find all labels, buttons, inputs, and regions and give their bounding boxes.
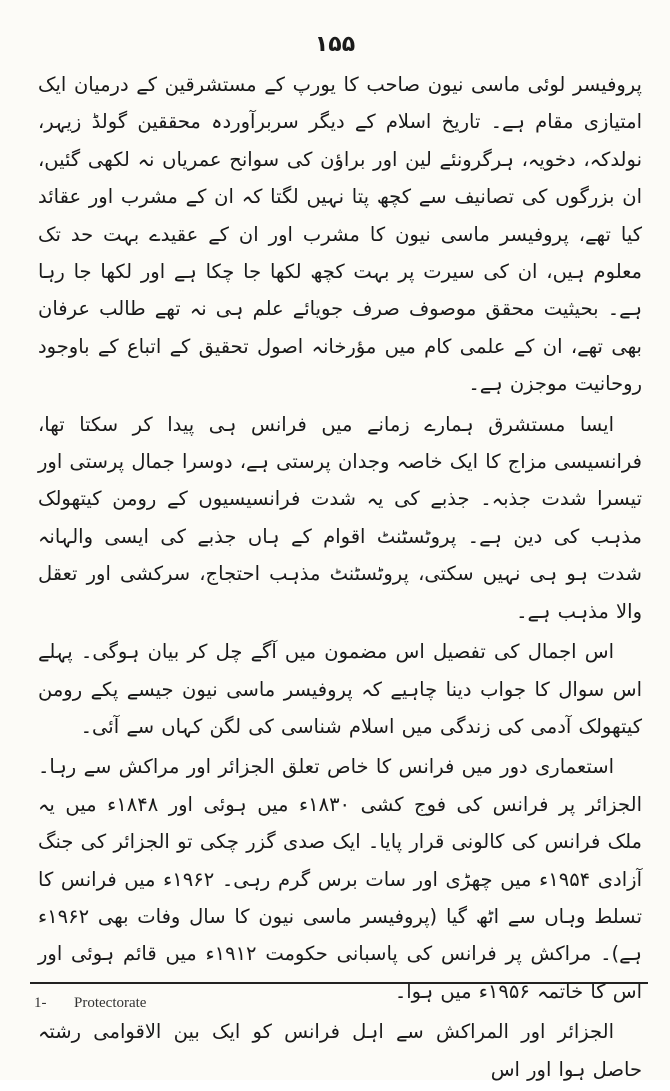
footnote xyxy=(34,993,146,1013)
paragraph-massignon-intro: پروفیسر لوئی ماسی نیون صاحب کا یورپ کے مستشرقین کے درمیان ایک امتیازی مقام ہے۔ تاریخ اسلام کے دیگر سربرآوردہ محققین گولڈ زیہر، نولدکہ، دخویہ، ہرگرونئے لین اور براؤن کی سوانح عمریاں نہ لکھی گئیں، ان بزرگوں کی تصانیف سے کچھ پتا نہیں لگتا کہ ان کے مشرب اور عقائد کیا تھے، پروفیسر ماسی نیون کا مشرب اور ان کے عقیدے بہت حد تک معلوم ہیں، ان کی سیرت پر بہت کچھ لکھا جا چکا ہے اور لکھا جا رہا ہے۔ بحیثیت محقق موصوف صرف جویائے علم ہی نہ تھے طالب عرفان بھی تھے، ان کے علمی کام میں مؤرخانہ اصول تحقیق کے اتباع کے باوجود روحانیت موجزن ہے۔ xyxy=(38,73,642,396)
paragraph-question: اس اجمال کی تفصیل اس مضمون میں آگے چل کر بیان ہوگی۔ پہلے اس سوال کا جواب دینا چاہیے کہ پروفیسر ماسی نیون جیسے پکے رومن کیتھولک آدمی کی زندگی میں اسلام شناسی کی لگن کہاں سے آئی۔ xyxy=(38,640,642,738)
page-body xyxy=(38,66,642,1091)
footnote-text: Protectorate xyxy=(74,995,147,1011)
page-number: ۱۵۵ xyxy=(314,32,356,57)
paragraph-colonial-era: استعماری دور میں فرانس کا خاص تعلق الجزائر اور مراکش سے رہا۔ الجزائر پر فرانس کی فوج کشی ۱۸۳۰ء میں ہوئی اور ۱۸۴۸ء میں یہ ملک فرانس کی کالونی قرار پایا۔ ایک صدی گزر چکی تو الجزائر کی جنگ آزادی ۱۹۵۴ء میں چھڑی اور سات برس گرم رہی۔ ۱۹۶۲ء میں فرانس کا تسلط وہاں سے اٹھ گیا (پروفیسر ماسی نیون کا سال وفات بھی ۱۹۶۲ء ہے)۔ مراکش پر فرانس کی پاسبانی حکومت ۱۹۱۲ء میں قائم ہوئی اور اس کا خاتمہ ۱۹۵۶ء میں ہوا۔ xyxy=(38,755,642,1003)
paragraph-french-orientalist: ایسا مستشرق ہمارے زمانے میں فرانس ہی پیدا کر سکتا تھا، فرانسیسی مزاج کا ایک خاصہ وجدان پرستی ہے، دوسرا جمال پرستی اور تیسرا شدت جذبہ۔ جذبے کی یہ شدت فرانسیسیوں کے رومن کیتھولک مذہب کی دین ہے۔ پروٹسٹنٹ اقوام کے ہاں جذبے کی ایسی والہانہ شدت ہو ہی نہیں سکتی، پروٹسٹنٹ مذہب احتجاج، سرکشی اور تعقل والا مذہب ہے۔ xyxy=(38,412,642,623)
footnote-divider xyxy=(30,982,648,984)
paragraph-continuation: الجزائر اور المراکش سے اہل فرانس کو ایک بین الاقوامی رشتہ حاصل ہوا اور اس xyxy=(38,1020,642,1081)
footnote-number: 1- xyxy=(34,995,47,1011)
